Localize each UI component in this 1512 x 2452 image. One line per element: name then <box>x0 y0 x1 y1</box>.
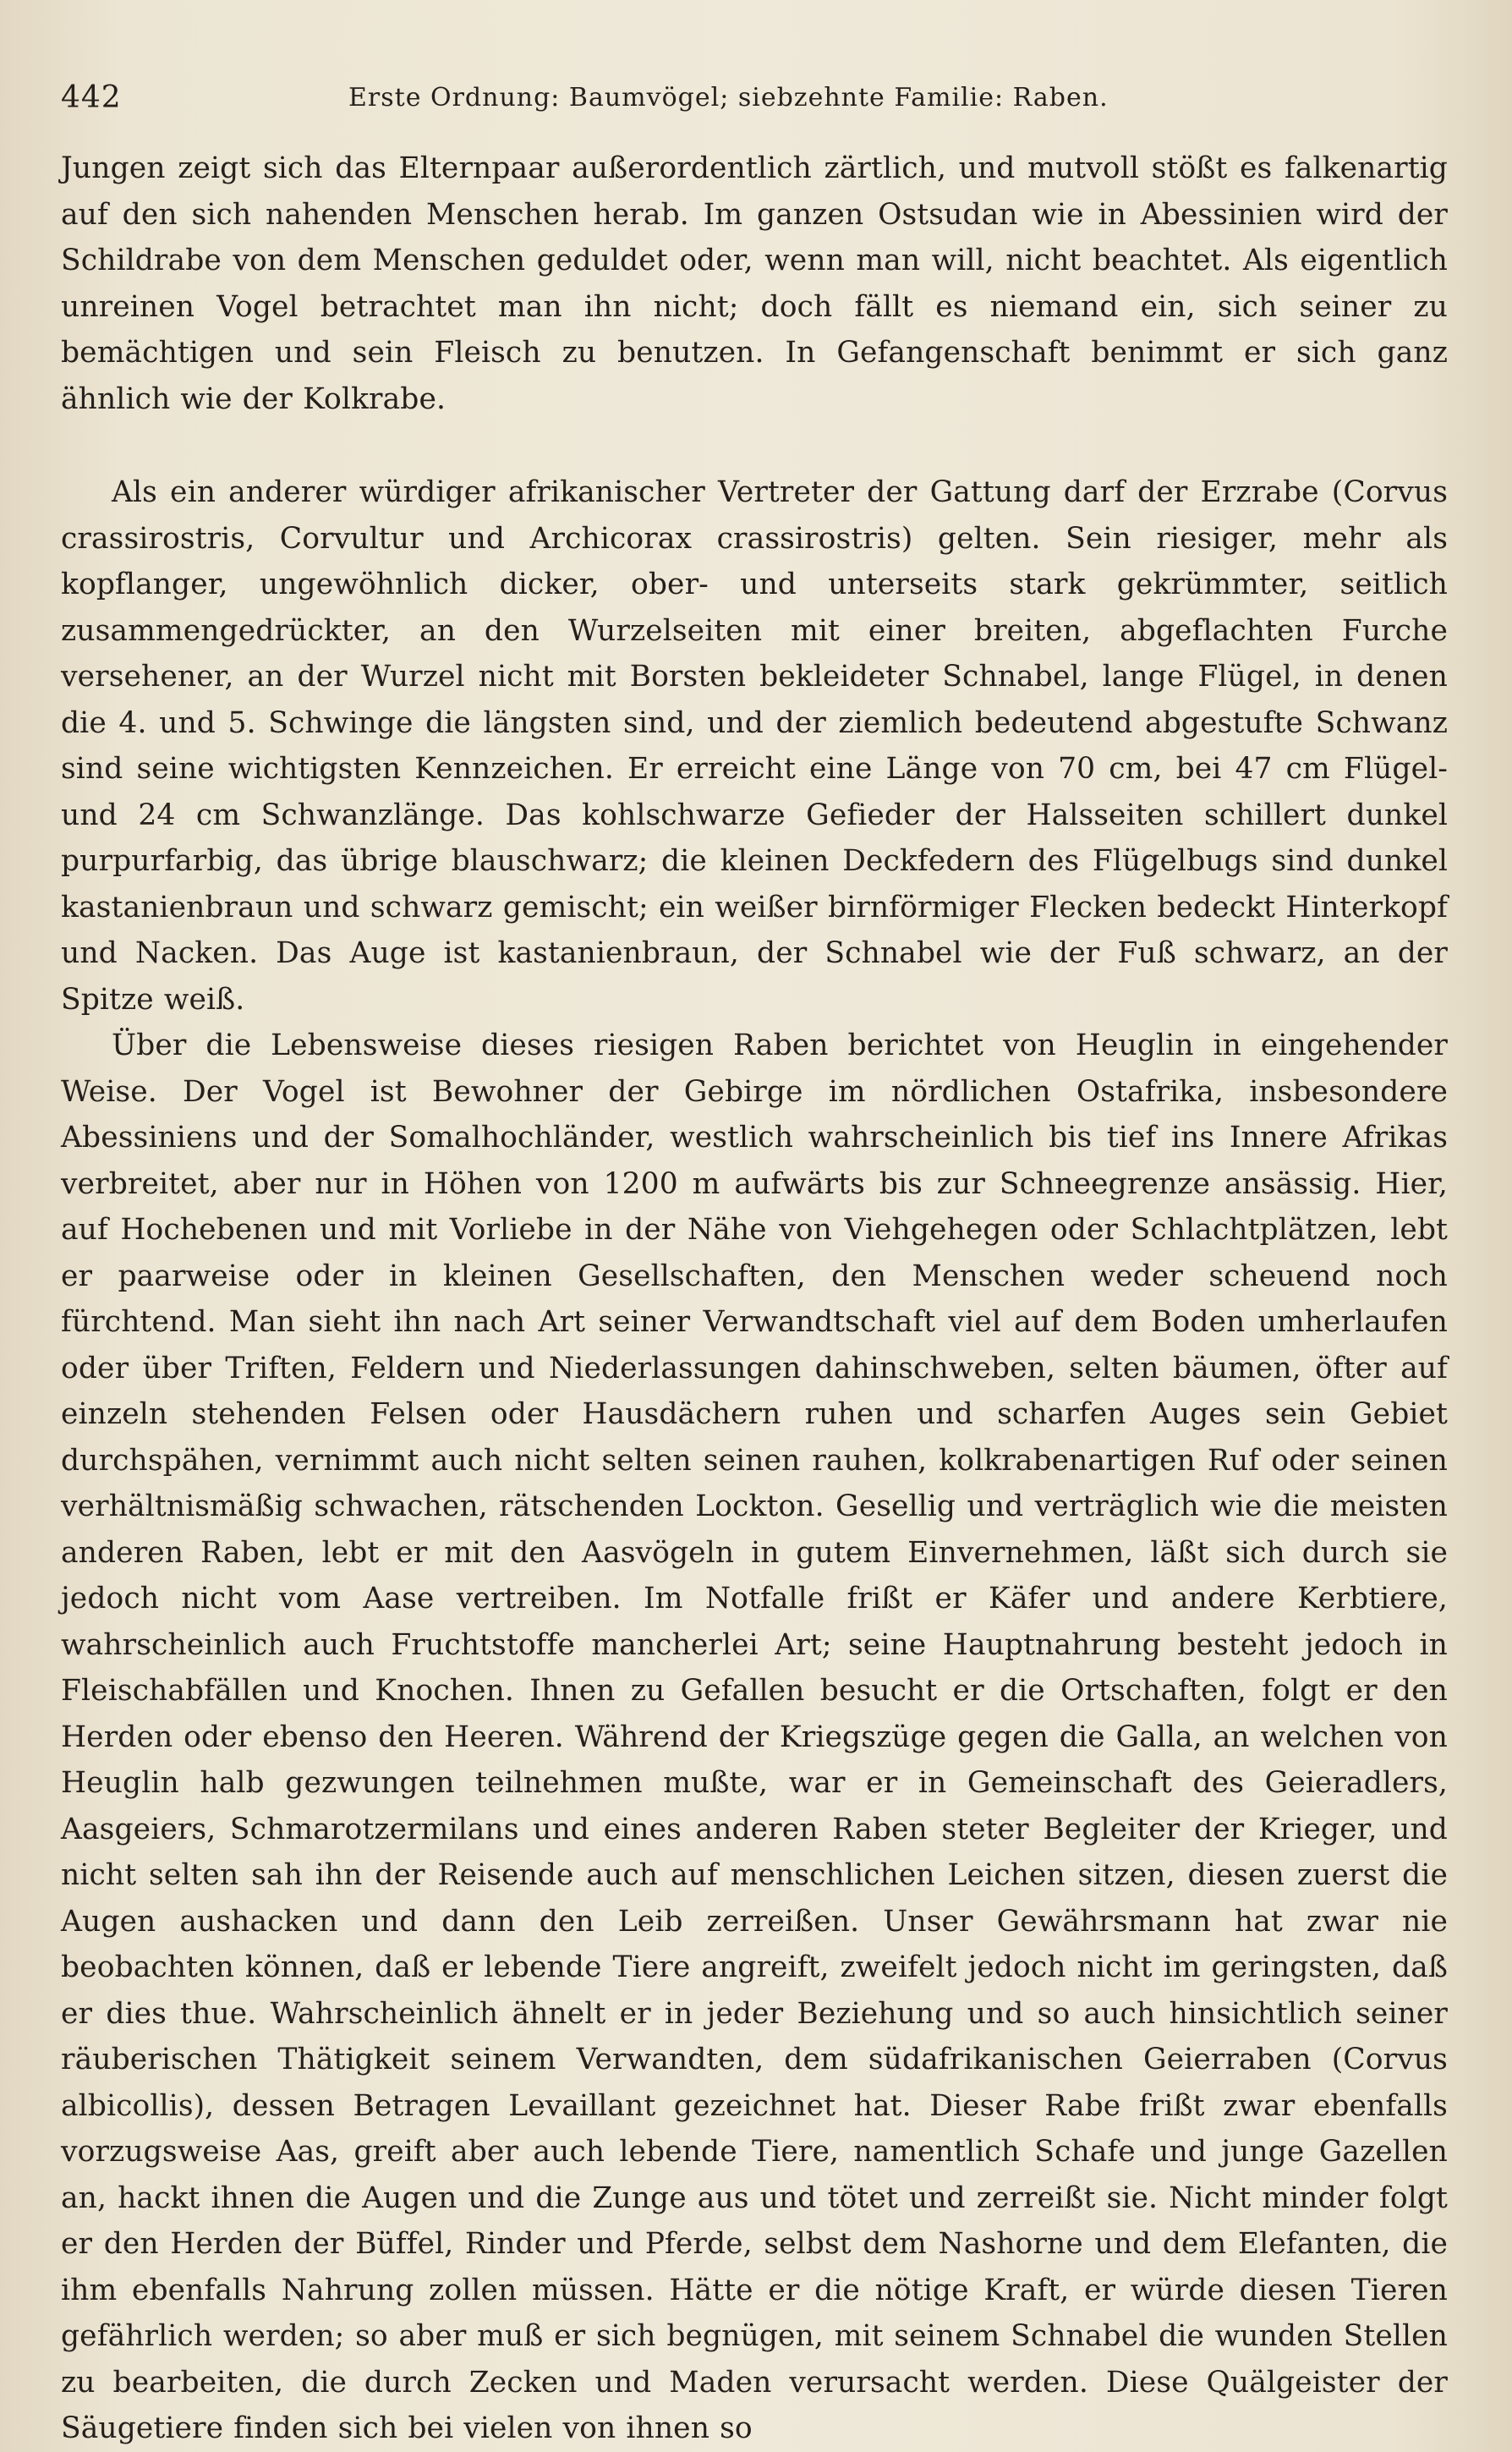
body-text <box>61 145 1448 2452</box>
paragraph-erzrabe-description: Als ein anderer würdiger afrikanischer Vertreter der Gattung darf der Erzrabe (Corvus crassirostris, Corvultur und Archicorax crassirostris) gelten. Sein riesiger, mehr als kopflanger, ungewöhnlich dicker, ober- und unterseits stark gekrümmter, seitlich zusammengedrückter, an den Wurzelseiten mit einer breiten, abgeflachten Furche versehener, an der Wurzel nicht mit Borsten bekleideter Schnabel, lange Flügel, in denen die 4. und 5. Schwinge die längsten sind, und der ziemlich bedeutend abgestufte Schwanz sind seine wichtigsten Kennzeichen. Er erreicht eine Länge von 70 cm, bei 47 cm Flügel- und 24 cm Schwanzlänge. Das kohlschwarze Gefieder der Halsseiten schillert dunkel purpurfarbig, das übrige blauschwarz; die kleinen Deckfedern des Flügelbugs sind dunkel kastanienbraun und schwarz gemischt; ein weißer birnförmiger Flecken bedeckt Hinterkopf und Nacken. Das Auge ist kastanienbraun, der Schnabel wie der Fuß schwarz, an der Spitze weiß. <box>61 475 1448 1017</box>
running-title: Erste Ordnung: Baumvögel; siebzehnte Familie: Raben. <box>348 83 1109 112</box>
paragraph-schildrabe-continued: Jungen zeigt sich das Elternpaar außerordentlich zärtlich, und mutvoll stößt es falkenartig auf den sich nahenden Menschen herab. Im ganzen Ostsudan wie in Abessinien wird der Schildrabe von dem Menschen geduldet oder, wenn man will, nicht beachtet. Als eigentlich unreinen Vogel betrachtet man ihn nicht; doch fällt es niemand ein, sich seiner zu bemächtigen und sein Fleisch zu benutzen. In Gefangenschaft benimmt er sich ganz ähnlich wie der Kolkrabe. <box>61 151 1448 416</box>
running-head <box>61 76 1448 120</box>
paragraph-erzrabe-lebensweise: Über die Lebensweise dieses riesigen Raben berichtet von Heuglin in eingehender Weise. Der Vogel ist Bewohner der Gebirge im nördlichen Ostafrika, insbesondere Abessiniens und der Somalhochländer, westlich wahrscheinlich bis tief ins Innere Afrikas verbreitet, aber nur in Höhen von 1200 m aufwärts bis zur Schneegrenze ansässig. Hier, auf Hochebenen und mit Vorliebe in der Nähe von Viehgehegen oder Schlachtplätzen, lebt er paarweise oder in kleinen Gesellschaften, den Menschen weder scheuend noch fürchtend. Man sieht ihn nach Art seiner Verwandtschaft viel auf dem Boden umherlaufen oder über Triften, Feldern und Niederlassungen dahinschweben, selten bäumen, öfter auf einzeln stehenden Felsen oder Hausdächern ruhen und scharfen Auges sein Gebiet durchspähen, vernimmt auch nicht selten seinen rauhen, kolkrabenartigen Ruf oder seinen verhältnismäßig schwachen, rätschenden Lockton. Gesellig und verträglich wie die meisten anderen Raben, lebt er mit den Aasvögeln in gutem Einvernehmen, läßt sich durch sie jedoch nicht vom Aase vertreiben. Im Notfalle frißt er Käfer und andere Kerbtiere, wahrscheinlich auch Fruchtstoffe mancherlei Art; seine Hauptnahrung besteht jedoch in Fleischabfällen und Knochen. Ihnen zu Gefallen besucht er die Ortschaften, folgt er den Herden oder ebenso den Heeren. Während der Kriegszüge gegen die Galla, an welchen von Heuglin halb gezwungen teilnehmen mußte, war er in Gemeinschaft des Geieradlers, Aasgeiers, Schmarotzermilans und eines anderen Raben steter Begleiter der Krieger, und nicht selten sah ihn der Reisende auch auf menschlichen Leichen sitzen, diesen zuerst die Augen aushacken und dann den Leib zerreißen. Unser Gewährsmann hat zwar nie beobachten können, daß er lebende Tiere angreift, zweifelt jedoch nicht im geringsten, daß er dies thue. Wahrscheinlich ähnelt er in jeder Beziehung und so auch hinsichtlich seiner räuberischen Thätigkeit seinem Verwandten, dem südafrikanischen Geierraben (Corvus albicollis), dessen Betragen Levaillant gezeichnet hat. Dieser Rabe frißt zwar ebenfalls vorzugsweise Aas, greift aber auch lebende Tiere, namentlich Schafe und junge Gazellen an, hackt ihnen die Augen und die Zunge aus und tötet und zerreißt sie. Nicht minder folgt er den Herden der Büffel, Rinder und Pferde, selbst dem Nashorne und dem Elefanten, die ihm ebenfalls Nahrung zollen müssen. Hätte er die nötige Kraft, er würde diesen Tieren gefährlich werden; so aber muß er sich begnügen, mit seinem Schnabel die wunden Stellen zu bearbeiten, die durch Zecken und Maden verursacht werden. Diese Quälgeister der Säugetiere finden sich bei vielen von ihnen so <box>61 1029 1448 2445</box>
page-number: 442 <box>61 80 122 115</box>
